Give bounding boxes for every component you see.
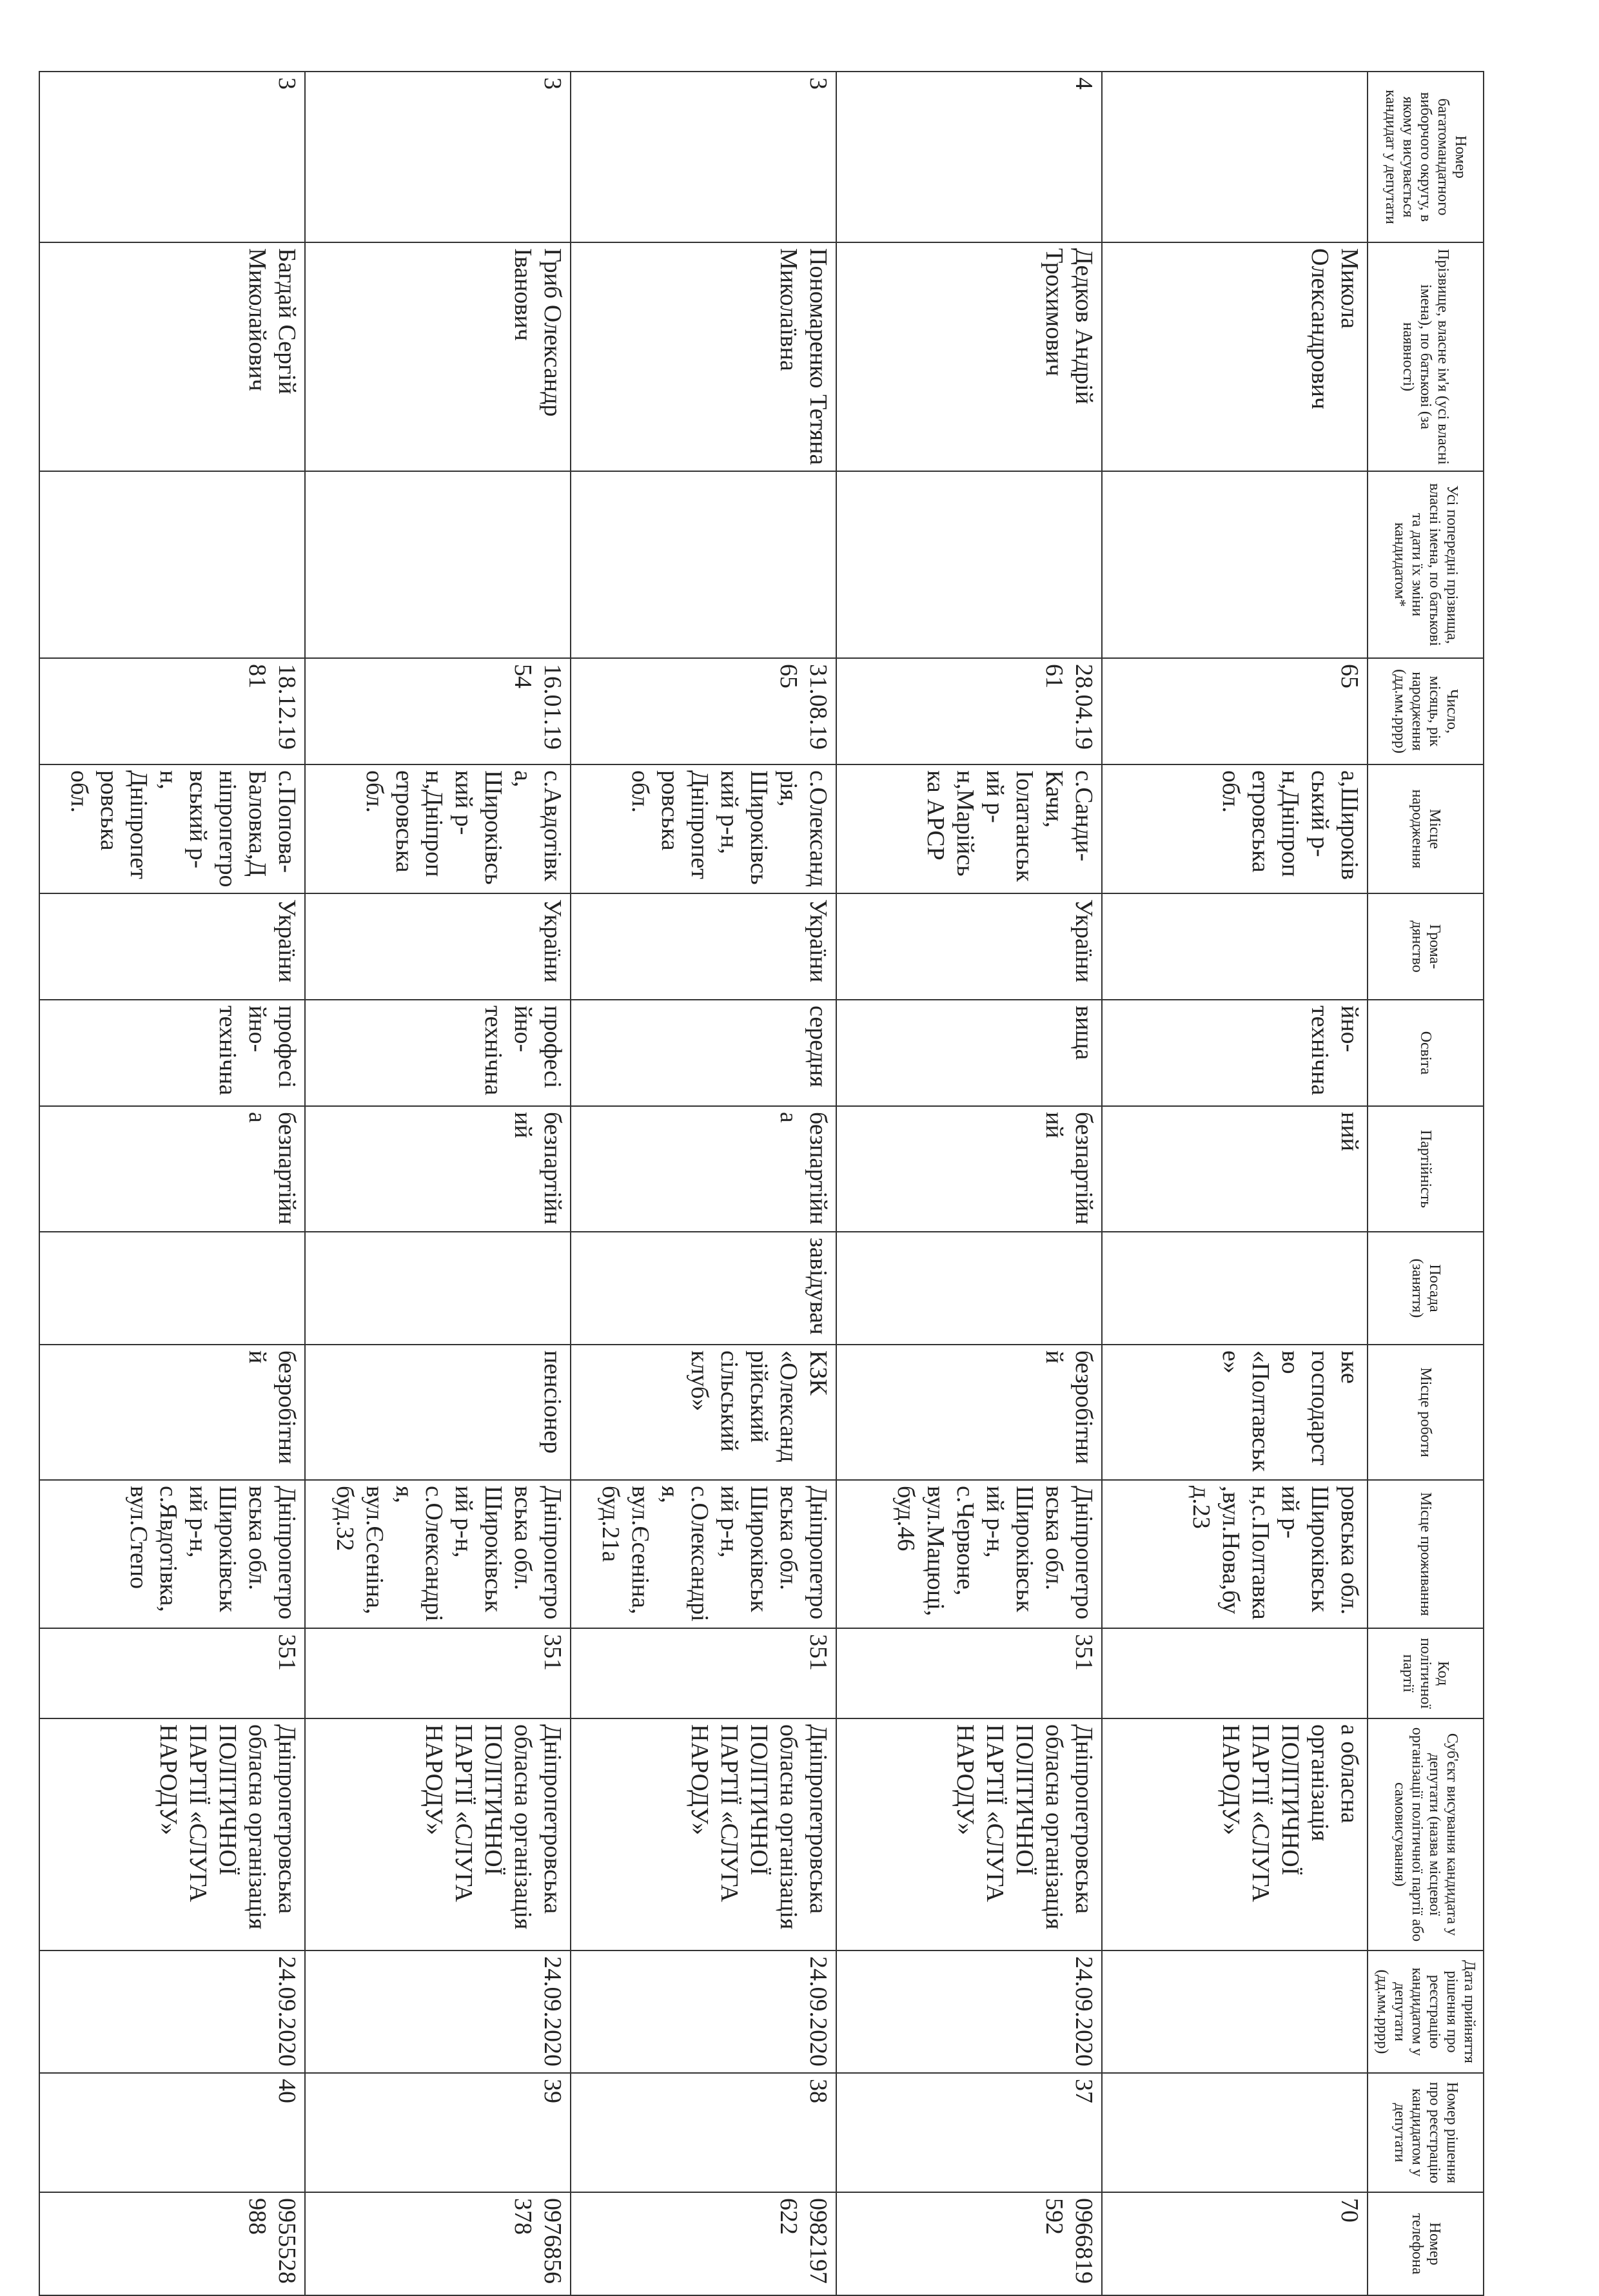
decision-number-cell: 38 — [571, 2073, 836, 2192]
birth-date-cell: 31.08.1965 — [571, 658, 836, 764]
district-cell: 3 — [39, 72, 305, 242]
table-row — [305, 72, 571, 2295]
position-cell: завідувач — [571, 1232, 836, 1345]
header-registration-date: Дата прийняття рішення про реєстрацію кандидатом у депутати (дд.мм.рррр) — [1368, 1951, 1484, 2073]
table-row — [39, 72, 305, 2295]
citizenship-cell: України — [836, 893, 1102, 1000]
name-cell: Пономаренко Тетяна Миколаївна — [571, 242, 836, 471]
registration-date-cell: 24.09.2020 — [571, 1951, 836, 2073]
registration-date-cell: 24.09.2020 — [836, 1951, 1102, 2073]
registration-date-cell: 24.09.2020 — [39, 1951, 305, 2073]
previous-names-cell — [39, 471, 305, 658]
registration-date-cell: 24.09.2020 — [305, 1951, 571, 2073]
position-cell — [1102, 1232, 1368, 1345]
party-code-cell — [1102, 1628, 1368, 1718]
education-cell: середня — [571, 1000, 836, 1106]
education-cell: професійно-технічна — [305, 1000, 571, 1106]
party-code-cell: 351 — [571, 1628, 836, 1718]
residence-cell: Дніпропетровська обл. Широківський р-н, с.Червоне, вул.Мацюці, буд.46 — [836, 1480, 1102, 1628]
birth-place-cell: с.Санди-Качи, Іолатанський р-н,Марійська АРСР — [836, 764, 1102, 893]
phone-cell: 70 — [1102, 2192, 1368, 2295]
education-cell: вища — [836, 1000, 1102, 1106]
table-row — [571, 72, 836, 2295]
name-cell: Дедков Андрій Трохимович — [836, 242, 1102, 471]
previous-names-cell — [836, 471, 1102, 658]
nominator-cell: Дніпропетровська обласна організація ПОЛІТИЧНОЇ ПАРТІЇ «СЛУГА НАРОДУ» — [836, 1718, 1102, 1951]
party-code-cell: 351 — [39, 1628, 305, 1718]
birth-date-cell: 18.12.1981 — [39, 658, 305, 764]
candidates-table — [39, 71, 1484, 2296]
header-party-code: Код політичної партії — [1368, 1628, 1484, 1718]
header-position: Посада (заняття) — [1368, 1232, 1484, 1345]
position-cell — [305, 1232, 571, 1345]
previous-names-cell — [1102, 471, 1368, 658]
header-decision-number: Номер рішення про реєстрацію кандидатом у депутати — [1368, 2073, 1484, 2192]
nominator-cell: Дніпропетровська обласна організація ПОЛІТИЧНОЇ ПАРТІЇ «СЛУГА НАРОДУ» — [39, 1718, 305, 1951]
district-cell: 3 — [305, 72, 571, 242]
birth-date-cell: 16.01.1954 — [305, 658, 571, 764]
header-previous-names: Усі попередні прізвища, власні імена, по батькові та дати їх зміни кандидатом* — [1368, 471, 1484, 658]
name-cell: Багдай Сергій Миколайович — [39, 242, 305, 471]
position-cell — [836, 1232, 1102, 1345]
citizenship-cell: України — [571, 893, 836, 1000]
birth-place-cell: с.Авдотівка, Широківський р-н,Дніпропетровська обл. — [305, 764, 571, 893]
header-nominator: Суб'єкт висування кандидата у депутати (назва місцевої організації політичної партії або самовисування) — [1368, 1718, 1484, 1951]
workplace-cell: КЗК «Олександрійський сільський клуб» — [571, 1345, 836, 1480]
name-cell: Гриб Олександр Іванович — [305, 242, 571, 471]
residence-cell: Дніпропетровська обл. Широківський р-н, с.Явдотівка, вул.Степо — [39, 1480, 305, 1628]
phone-cell: 0976856378 — [305, 2192, 571, 2295]
party-membership-cell: безпартійна — [571, 1106, 836, 1232]
decision-number-cell — [1102, 2073, 1368, 2192]
district-cell — [1102, 72, 1368, 242]
residence-cell: ровська обл. Широківський р-н,с.Полтавка,вул.Нова,буд.23 — [1102, 1480, 1368, 1628]
education-cell: професійно-технічна — [39, 1000, 305, 1106]
header-party-membership: Партійність — [1368, 1106, 1484, 1232]
party-code-cell: 351 — [305, 1628, 571, 1718]
district-cell: 4 — [836, 72, 1102, 242]
position-cell — [39, 1232, 305, 1345]
party-membership-cell: безпартійний — [305, 1106, 571, 1232]
previous-names-cell — [305, 471, 571, 658]
decision-number-cell: 39 — [305, 2073, 571, 2192]
decision-number-cell: 37 — [836, 2073, 1102, 2192]
header-district: Номер багатомандатного виборчого округу, в якому висувається кандидат у депутати — [1368, 72, 1484, 242]
birth-place-cell: с.Олександрія, Широківський р-н, Дніпропетровська обл. — [571, 764, 836, 893]
district-cell: 3 — [571, 72, 836, 242]
decision-number-cell: 40 — [39, 2073, 305, 2192]
header-birth-date: Число, місяць, рік народження (дд.мм.рррр) — [1368, 658, 1484, 764]
education-cell: йно-технічна — [1102, 1000, 1368, 1106]
name-cell: Микола Олександрович — [1102, 242, 1368, 471]
birth-place-cell: а,Широківський р-н,Дніпропетровська обл. — [1102, 764, 1368, 893]
citizenship-cell — [1102, 893, 1368, 1000]
rotated-page — [40, 71, 1484, 2284]
birth-date-cell: 28.04.1961 — [836, 658, 1102, 764]
citizenship-cell: України — [39, 893, 305, 1000]
registration-date-cell — [1102, 1951, 1368, 2073]
party-membership-cell: ний — [1102, 1106, 1368, 1232]
workplace-cell: безробітний — [39, 1345, 305, 1480]
header-row — [1368, 72, 1484, 2295]
table-row — [1102, 72, 1368, 2295]
workplace-cell: безробітний — [836, 1345, 1102, 1480]
party-code-cell: 351 — [836, 1628, 1102, 1718]
header-workplace: Місце роботи — [1368, 1345, 1484, 1480]
birth-place-cell: с.Попова-Баловка,Дніпропетровський р-н, Дніпропетровська обл. — [39, 764, 305, 893]
header-residence: Місце проживання — [1368, 1480, 1484, 1628]
header-education: Освіта — [1368, 1000, 1484, 1106]
header-birth-place: Місце народження — [1368, 764, 1484, 893]
phone-cell: 0955528988 — [39, 2192, 305, 2295]
residence-cell: Дніпропетровська обл. Широківський р-н, с.Олександрія, вул.Єсеніна,буд.32 — [305, 1480, 571, 1628]
party-membership-cell: безпартійний — [836, 1106, 1102, 1232]
nominator-cell: а обласна організація ПОЛІТИЧНОЇ ПАРТІЇ «СЛУГА НАРОДУ» — [1102, 1718, 1368, 1951]
workplace-cell: пенсіонер — [305, 1345, 571, 1480]
nominator-cell: Дніпропетровська обласна організація ПОЛІТИЧНОЇ ПАРТІЇ «СЛУГА НАРОДУ» — [571, 1718, 836, 1951]
header-phone: Номер телефона — [1368, 2192, 1484, 2295]
birth-date-cell: 65 — [1102, 658, 1368, 764]
phone-cell: 0966819592 — [836, 2192, 1102, 2295]
citizenship-cell: України — [305, 893, 571, 1000]
party-membership-cell: безпартійна — [39, 1106, 305, 1232]
workplace-cell: ьке господарство «Полтавське» — [1102, 1345, 1368, 1480]
header-citizenship: Грома-дянство — [1368, 893, 1484, 1000]
table-row — [836, 72, 1102, 2295]
residence-cell: Дніпропетровська обл. Широківський р-н, с.Олександрія, вул.Єсеніна,буд.21а — [571, 1480, 836, 1628]
nominator-cell: Дніпропетровська обласна організація ПОЛІТИЧНОЇ ПАРТІЇ «СЛУГА НАРОДУ» — [305, 1718, 571, 1951]
phone-cell: 0982197622 — [571, 2192, 836, 2295]
previous-names-cell — [571, 471, 836, 658]
header-name: Прізвище, власне ім'я (усі власні імена), по батькові (за наявності) — [1368, 242, 1484, 471]
